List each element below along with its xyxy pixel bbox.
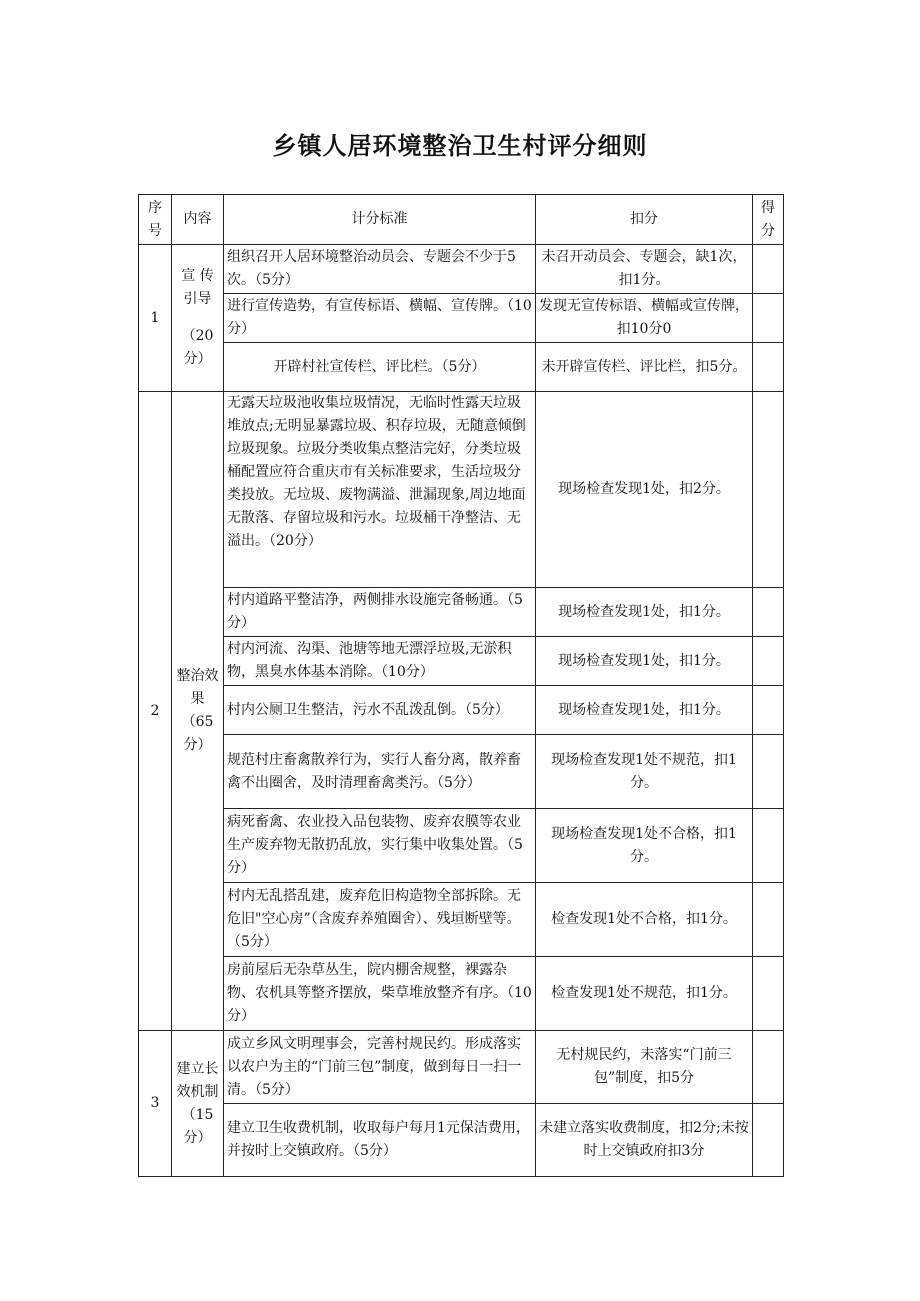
section-category-name: 整治效果 bbox=[176, 668, 219, 707]
criteria-cell: 村内道路平整洁净，两侧排水设施完备畅通。（5分） bbox=[224, 588, 536, 637]
table-row bbox=[139, 809, 784, 883]
score-cell bbox=[753, 588, 784, 637]
table-row bbox=[139, 957, 784, 1031]
table-row bbox=[139, 883, 784, 957]
header-deduction: 扣分 bbox=[536, 195, 753, 245]
deduction-cell: 检查发现1处不合格，扣1分。 bbox=[536, 883, 753, 957]
deduction-cell: 无村规民约，未落实“门前三包”制度，扣5分 bbox=[536, 1031, 753, 1104]
table-row bbox=[139, 1031, 784, 1104]
score-cell bbox=[753, 809, 784, 883]
header-score: 得分 bbox=[753, 195, 784, 245]
table-row bbox=[139, 1104, 784, 1177]
table-row bbox=[139, 392, 784, 588]
header-content: 内容 bbox=[172, 195, 224, 245]
section-category bbox=[172, 1031, 224, 1177]
score-cell bbox=[753, 392, 784, 588]
criteria-cell: 进行宣传造势，有宣传标语、横幅、宣传牌。（10分） bbox=[224, 294, 536, 343]
section-category-points: （65分） bbox=[181, 714, 214, 753]
deduction-cell: 未召开动员会、专题会，缺1次，扣1分。 bbox=[536, 245, 753, 294]
scoring-table bbox=[138, 194, 784, 1177]
deduction-cell: 现场检查发现1处，扣1分。 bbox=[536, 588, 753, 637]
deduction-cell: 发现无宣传标语、横幅或宣传牌，扣10分0 bbox=[536, 294, 753, 343]
section-category-points: （15分） bbox=[181, 1106, 214, 1146]
section-index: 3 bbox=[139, 1031, 172, 1177]
score-cell bbox=[753, 883, 784, 957]
section-index: 2 bbox=[139, 392, 172, 1031]
deduction-cell: 检查发现1处不规范，扣1分。 bbox=[536, 957, 753, 1031]
page-title: 乡镇人居环境整治卫生村评分细则 bbox=[272, 132, 648, 160]
criteria-cell: 村内无乱搭乱建，废弃危旧构造物全部拆除。无危旧"空心房”（含废弃养殖圈舍）、残垣断壁等。（5分） bbox=[224, 883, 536, 957]
score-cell bbox=[753, 294, 784, 343]
score-cell bbox=[753, 637, 784, 686]
score-cell bbox=[753, 1031, 784, 1104]
criteria-cell: 村内公厕卫生整洁，污水不乱泼乱倒。（5分） bbox=[224, 686, 536, 735]
table-row bbox=[139, 686, 784, 735]
deduction-cell: 未建立落实收费制度，扣2分;未按时上交镇政府扣3分 bbox=[536, 1104, 753, 1177]
criteria-cell: 开辟村社宣传栏、评比栏。（5分） bbox=[224, 343, 536, 392]
table-row bbox=[139, 588, 784, 637]
table-row bbox=[139, 637, 784, 686]
section-category bbox=[172, 245, 224, 392]
score-cell bbox=[753, 343, 784, 392]
header-criteria: 计分标准 bbox=[224, 195, 536, 245]
score-cell bbox=[753, 1104, 784, 1177]
section-category-name: 宣 传引导 bbox=[181, 268, 214, 307]
deduction-cell: 现场检查发现1处不规范，扣1分。 bbox=[536, 735, 753, 809]
score-cell bbox=[753, 686, 784, 735]
score-cell bbox=[753, 735, 784, 809]
criteria-cell: 病死畜禽、农业投入品包装物、废弃农膜等农业生产废弃物无散扔乱放，实行集中收集处置。（5分） bbox=[224, 809, 536, 883]
deduction-cell: 现场检查发现1处，扣1分。 bbox=[536, 637, 753, 686]
header-index: 序号 bbox=[139, 195, 172, 245]
score-cell bbox=[753, 957, 784, 1031]
table-row bbox=[139, 343, 784, 392]
section-category bbox=[172, 392, 224, 1031]
deduction-cell: 现场检查发现1处，扣2分。 bbox=[536, 392, 753, 588]
score-cell bbox=[753, 245, 784, 294]
table-header-row bbox=[139, 195, 784, 245]
table-row bbox=[139, 294, 784, 343]
criteria-cell: 村内河流、沟渠、池塘等地无漂浮垃圾,无淤积物，黑臭水体基本消除。（10分） bbox=[224, 637, 536, 686]
deduction-cell: 现场检查发现1处，扣1分。 bbox=[536, 686, 753, 735]
deduction-cell: 现场检查发现1处不合格，扣1分。 bbox=[536, 809, 753, 883]
section-index: 1 bbox=[139, 245, 172, 392]
deduction-cell: 未开辟宣传栏、评比栏，扣5分。 bbox=[536, 343, 753, 392]
criteria-cell: 成立乡风文明理事会，完善村规民约。形成落实以农户为主的“门前三包”制度，做到每日一扫一清。（5分） bbox=[224, 1031, 536, 1104]
criteria-cell: 房前屋后无杂草丛生，院内棚舍规整，裸露杂物、农机具等整齐摆放，柴草堆放整齐有序。（10分） bbox=[224, 957, 536, 1031]
criteria-cell: 规范村庄畜禽散养行为，实行人畜分离，散养畜禽不出圈舍，及时清理畜禽类污。（5分） bbox=[224, 735, 536, 809]
criteria-cell: 组织召开人居环境整治动员会、专题会不少于5次。（5分） bbox=[224, 245, 536, 294]
criteria-cell: 无露天垃圾池收集垃圾情况，无临时性露天垃圾堆放点;无明显暴露垃圾、积存垃圾，无随意倾倒垃圾现象。垃圾分类收集点整洁完好，分类垃圾桶配置应符合重庆市有关标准要求，生活垃圾分类投放。无垃圾、废物满溢、泄漏现象,周边地面无散落、存留垃圾和污水。垃圾桶干净整洁、无溢出。（20分） bbox=[224, 392, 536, 588]
section-category-points: （20分） bbox=[181, 328, 214, 367]
table-row bbox=[139, 245, 784, 294]
criteria-cell: 建立卫生收费机制，收取每户每月1元保洁费用，并按时上交镇政府。（5分） bbox=[224, 1104, 536, 1177]
section-category-name: 建立长效机制 bbox=[176, 1060, 219, 1100]
table-row bbox=[139, 735, 784, 809]
